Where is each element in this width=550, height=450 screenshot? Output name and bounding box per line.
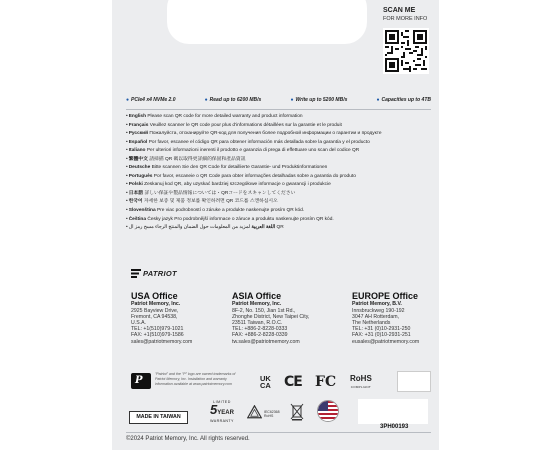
fc-mark-icon: FC [315, 374, 337, 390]
lang-item-spanish: •Español Por favor, escanee el código QR para obtener información más detallada sobre la garantía y el producto [126, 139, 370, 145]
warranty-badge: LIMITED 5YEAR WARRANTY [210, 400, 234, 423]
bullet-icon: ● [290, 97, 294, 103]
office-fax: FAX: +886-2-8228-0339 [232, 332, 288, 339]
feature-interface: ● PCIe4 x4 NVMe 2.0 [126, 97, 176, 103]
ukca-mark-icon: UK CA [260, 374, 271, 390]
office-title: USA Office [131, 291, 178, 301]
lang-item-english: •English Please scan QR code for more detailed warranty and product information [126, 114, 303, 119]
patriot-mark-icon [131, 269, 141, 278]
office-line: Innsbruckweg 190-192 [352, 308, 405, 315]
office-title: ASIA Office [232, 291, 282, 301]
package-back-card [112, 0, 439, 450]
lang-item-polish: •Polski Zeskanuj kod QR, aby uzyskać bardziej szczegółowe informacje o gwarancji i produkcie [126, 182, 331, 188]
scan-me-title: SCAN ME [383, 7, 416, 14]
weee-bin-icon [290, 403, 304, 421]
office-line: Zhonghe District, New Taipei City, [232, 314, 310, 321]
office-line: U.S.A. [131, 320, 146, 327]
office-email: sales@patriotmemory.com [131, 338, 193, 345]
qr-code[interactable] [383, 28, 429, 74]
lang-item-german: •Deutsche Bitte scannen Sie den QR Code für detaillierte Garantie- und Produktinformationen [126, 165, 328, 171]
rohs-mark-icon: RoHS COMPLIANT [350, 374, 372, 389]
part-number: 3PH00193 [380, 424, 409, 430]
lang-item-chinese: •繁體中文 請掃描 QR 碼以取得更詳細的保固和產品資訊 [126, 156, 246, 162]
office-line: The Netherlands [352, 320, 391, 327]
lang-item-korean: •한국어 자세한 보증 및 제품 정보를 확인하려면 QR 코드를 스캔하십시오 [126, 199, 278, 205]
trademark-notice: "Patriot" and the "P" logo are owned trademarks of Patriot Memory, Inc. Installation and warranty information available at www.patriotmemory.com [155, 372, 236, 386]
lang-item-arabic: • اللغة العربية لمزيد من المعلومات حول الضمان والمنتج الرجاء مسح رمز ال QR [126, 225, 284, 231]
lang-item-japanese: •日本語 詳しい保証や製品情報については・QRコードをスキャンしてください [126, 190, 296, 196]
feature-capacity: ● Capacities up to 4TB [376, 97, 431, 103]
copyright-text: ©2024 Patriot Memory, Inc. All rights reserved. [126, 436, 250, 442]
barcode-area [358, 399, 428, 424]
office-line: 3047 AH Rotterdam, [352, 314, 400, 321]
office-company: Patriot Memory, B.V. [352, 301, 402, 307]
bullet-icon: ● [376, 97, 380, 103]
label-area [397, 371, 431, 392]
language-list [126, 113, 431, 233]
scan-me-subtitle: FOR MORE INFO [383, 16, 428, 22]
feature-list [126, 97, 431, 103]
office-europe [352, 292, 419, 345]
usa-flag-icon [317, 400, 339, 422]
bullet-icon: ● [204, 97, 208, 103]
office-email: eusales@patriotmemory.com [352, 338, 420, 345]
office-tel: TEL: +31 (0)10-2931-250 [352, 326, 411, 333]
lang-item-russian: •Русский Пожалуйста, отсканируйте QR-код для получения более подробной информации о гарантии и продукте [126, 131, 382, 137]
made-in-badge: MADE IN TAIWAN [129, 411, 188, 424]
divider-bottom [126, 432, 431, 433]
office-usa [131, 292, 192, 345]
feature-read-speed: ● Read up to 6200 MB/s [204, 97, 262, 103]
patriot-logo: PATRIOT [131, 269, 177, 278]
office-line: Fremont, CA 94538, [131, 314, 178, 321]
lang-item-italian: •Italiano Per ulteriori informazioni inerenti il prodotto e garanzia di prega di effettuare uno scan del codice QR [126, 148, 360, 154]
hang-hole [167, 0, 367, 44]
ce-mark-icon: CE [284, 374, 302, 390]
office-email: tw.sales@patriotmemory.com [232, 338, 300, 345]
office-asia [232, 292, 309, 345]
qr-code-icon [385, 30, 427, 72]
bullet-icon: ● [126, 97, 130, 103]
compliance-text: IEC62368 RoHS [264, 410, 280, 418]
office-tel: TEL: +1(510)979-1021 [131, 326, 184, 333]
office-line: 8F-2, No. 150, Jian 1st Rd., [232, 308, 296, 315]
p-logo-icon: P [131, 373, 151, 389]
feature-write-speed: ● Write up to 5200 MB/s [290, 97, 348, 103]
office-fax: FAX: +1(510)979-1586 [131, 332, 184, 339]
lang-item-portuguese: •Português Por favor, escaneie o QR Code para obter informações detalhadas sobre a garantia do produto [126, 173, 356, 179]
lang-item-french: •Français Veuillez scanner le QR code pour plus d'informations détaillées sur la garantie et le produit [126, 122, 342, 128]
lang-item-slovak: •Slovenština Pre viac podrobností o záruke a produkte naskenujte prosím QR kód. [126, 208, 305, 214]
office-line: 23511 Taiwan, R.O.C. [232, 320, 283, 327]
recycle-icon [247, 405, 262, 420]
office-company: Patriot Memory, Inc. [131, 301, 181, 307]
office-fax: FAX: +31 (0)10-2931-251 [352, 332, 411, 339]
office-tel: TEL: +886-2-8228-0333 [232, 326, 288, 333]
office-line: 2925 Bayview Drive, [131, 308, 179, 315]
divider-top [126, 109, 431, 110]
office-company: Patriot Memory, Inc. [232, 301, 282, 307]
office-title: EUROPE Office [352, 291, 419, 301]
lang-item-czech: •Čeština Česky jazyk Pro podrobnější informace o záruce a produktu naskenujte prosím QR kód. [126, 216, 334, 222]
